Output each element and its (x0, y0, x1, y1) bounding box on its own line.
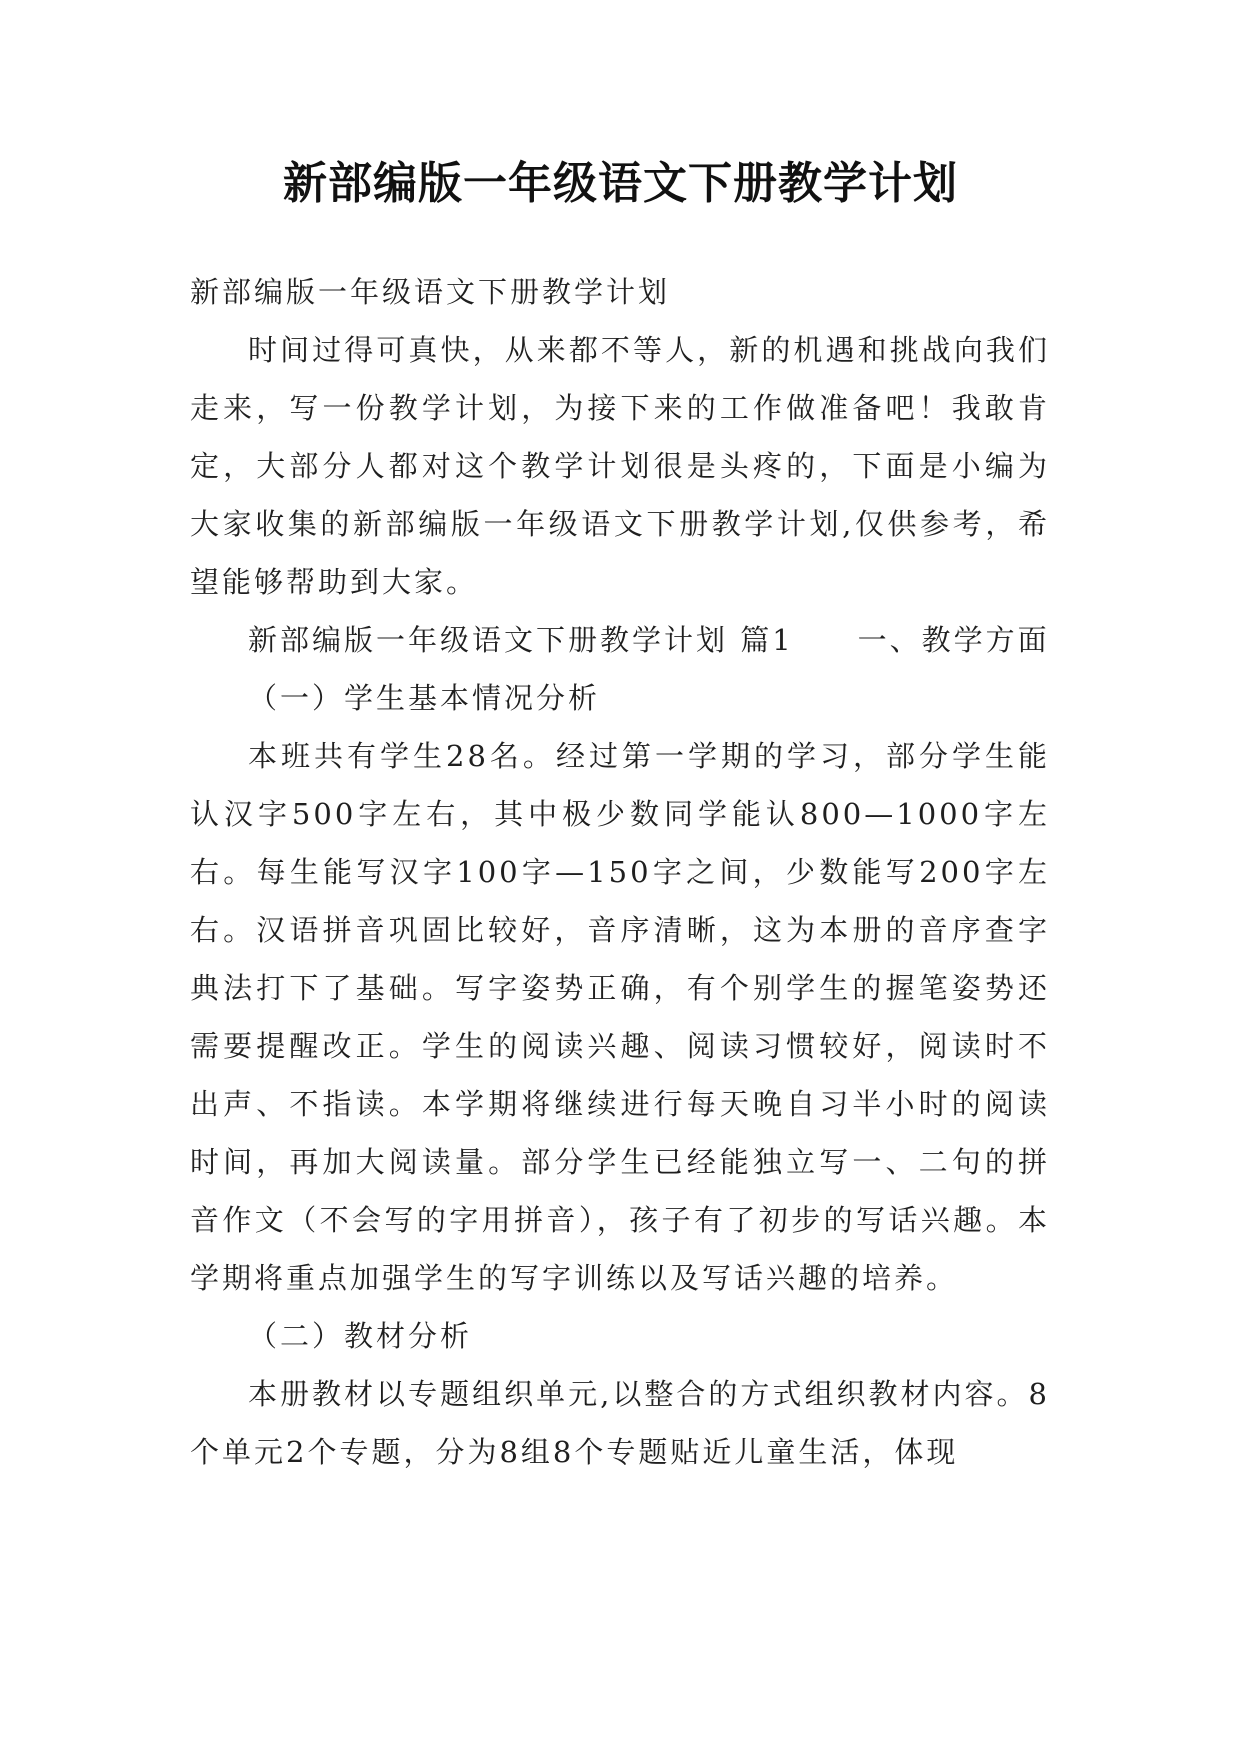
textbook-analysis-paragraph: 本册教材以专题组织单元,以整合的方式组织教材内容。8个单元2个专题，分为8组8个专题贴近儿童生活，体现 (190, 1377, 1050, 1469)
subsection-heading-student-analysis: （一）学生基本情况分析 (248, 681, 601, 715)
intro-paragraph: 时间过得可真快，从来都不等人，新的机遇和挑战向我们走来，写一份教学计划，为接下来的工作做准备吧！我敢肯定，大部分人都对这个教学计划很是头疼的，下面是小编为大家收集的新部编版一年级语文下册教学计划,仅供参考，希望能够帮助到大家。 (190, 333, 1050, 599)
student-analysis-paragraph: 本班共有学生28名。经过第一学期的学习，部分学生能认汉字500字左右，其中极少数同学能认800—1000字左右。每生能写汉字100字—150字之间，少数能写200字左右。汉语拼音巩固比较好，音序清晰，这为本册的音序查字典法打下了基础。写字姿势正确，有个别学生的握笔姿势还需要提醒改正。学生的阅读兴趣、阅读习惯较好，阅读时不出声、不指读。本学期将继续进行每天晚自习半小时的阅读时间，再加大阅读量。部分学生已经能独立写一、二句的拼音作文（不会写的字用拼音），孩子有了初步的写话兴趣。本学期将重点加强学生的写字训练以及写话兴趣的培养。 (190, 739, 1050, 1295)
document-title: 新部编版一年级语文下册教学计划 (283, 158, 958, 209)
section-heading-paragraph: 新部编版一年级语文下册教学计划 篇1 一、教学方面 (248, 623, 1050, 657)
document-body (190, 263, 1050, 1481)
subsection-heading-textbook-analysis: （二）教材分析 (248, 1319, 473, 1353)
body-heading-paragraph: 新部编版一年级语文下册教学计划 (190, 275, 671, 309)
